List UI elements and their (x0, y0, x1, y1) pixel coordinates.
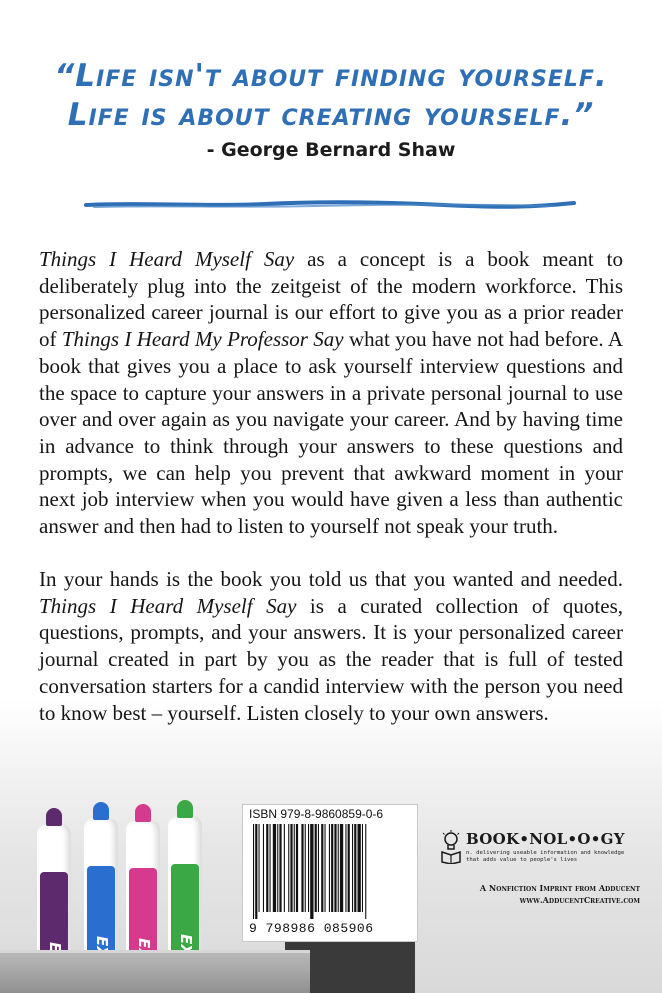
marker-cap (93, 802, 109, 820)
barcode-bar (315, 824, 317, 912)
barcode-bar (318, 824, 319, 912)
imprint-block (440, 882, 640, 906)
marker-cap (135, 804, 151, 822)
paragraph-text: is a curated collection of quotes, questions, prompts, and your answers. It is your personalized career journal created in part by you as the reader that is full of tested conversation starters for a candid interview with the person you need to know best – yourself. Listen closely to your own answers. (39, 593, 623, 725)
publisher-name: BOOK•NOL•O•GY (466, 830, 625, 848)
quote-line-2: Life is about creating yourself.” (67, 97, 595, 133)
barcode-bar (340, 824, 343, 912)
marker-cap (46, 808, 62, 826)
brush-stroke-divider (84, 196, 576, 214)
barcode-bar (263, 824, 264, 912)
barcode-bar (279, 824, 281, 912)
barcode-bar (270, 824, 271, 912)
marker-cap (177, 800, 193, 818)
paragraph-text: what you have not had before. A book that gives you a place to ask yourself interview questions and the space to capture your answers in a private personal journal to use over and over again as you navigate your career. And by having time in advance to think through your answers to these questions and prompts, we can help you prevent that awkward moment in your next job interview when you would have given a less than authentic answer and then had to listen to yourself not speak your truth. (39, 327, 623, 539)
lightbulb-book-icon (440, 830, 462, 864)
isbn-digits: 9 798986 085906 (249, 921, 374, 936)
barcode-bar (310, 824, 313, 919)
marker-tray (0, 950, 310, 993)
barcode-bar (294, 824, 295, 912)
barcode-bar (352, 824, 353, 912)
barcode-bar (253, 824, 254, 919)
barcode-bar (255, 824, 257, 919)
barcode-panel (242, 804, 418, 942)
barcode-bar (321, 824, 323, 912)
barcode-bar (259, 824, 260, 912)
barcode-bar (329, 824, 330, 912)
barcode-bar (277, 824, 278, 912)
description-paragraph-1 (39, 246, 623, 540)
barcode-bars (251, 824, 407, 919)
barcode-bar (365, 824, 366, 919)
quote-line-1: “Life isn't about finding yourself. (54, 58, 608, 94)
barcode-bar (325, 824, 326, 912)
barcode-bar (288, 824, 289, 912)
quote-attribution: - George Bernard Shaw (206, 139, 456, 161)
barcode-bar (348, 824, 350, 912)
barcode-bar (331, 824, 333, 912)
imprint-line: A Nonfiction Imprint from Adducent (479, 883, 640, 893)
book-title: Things I Heard Myself Say (39, 593, 297, 618)
book-title: Things I Heard My Professor Say (61, 327, 344, 352)
barcode-bar (296, 824, 298, 912)
barcode-bar (266, 824, 268, 912)
barcode-bar (308, 824, 309, 912)
barcode-bar (362, 824, 363, 912)
publisher-logo (440, 830, 640, 870)
barcode-bar (305, 824, 306, 912)
description-paragraph-2 (39, 566, 623, 726)
isbn-label: ISBN 979-8-9860859-0-6 (249, 807, 384, 821)
publisher-website[interactable]: www.AdducentCreative.com (519, 895, 640, 905)
barcode-bar (345, 824, 346, 912)
paragraph-text: In your hands is the book you told us that you wanted and needed. (39, 567, 623, 591)
barcode-bar (284, 824, 285, 912)
barcode-bar (334, 824, 336, 912)
barcode-bar (273, 824, 276, 912)
barcode-bar (358, 824, 361, 912)
barcode-bar (290, 824, 292, 912)
publisher-tagline: n. delivering useable information and knowledge that adds value to people's lives (466, 850, 625, 863)
barcode-bar (338, 824, 339, 912)
barcode-bar (301, 824, 303, 912)
barcode-bar (354, 824, 356, 912)
book-title: Things I Heard Myself Say (39, 247, 295, 271)
paragraph-text: as a concept is a book meant to deliberately plug into the zeitgeist of the modern workforce. This personalized career journal is our effort to give you as a prior reader of (39, 247, 624, 352)
